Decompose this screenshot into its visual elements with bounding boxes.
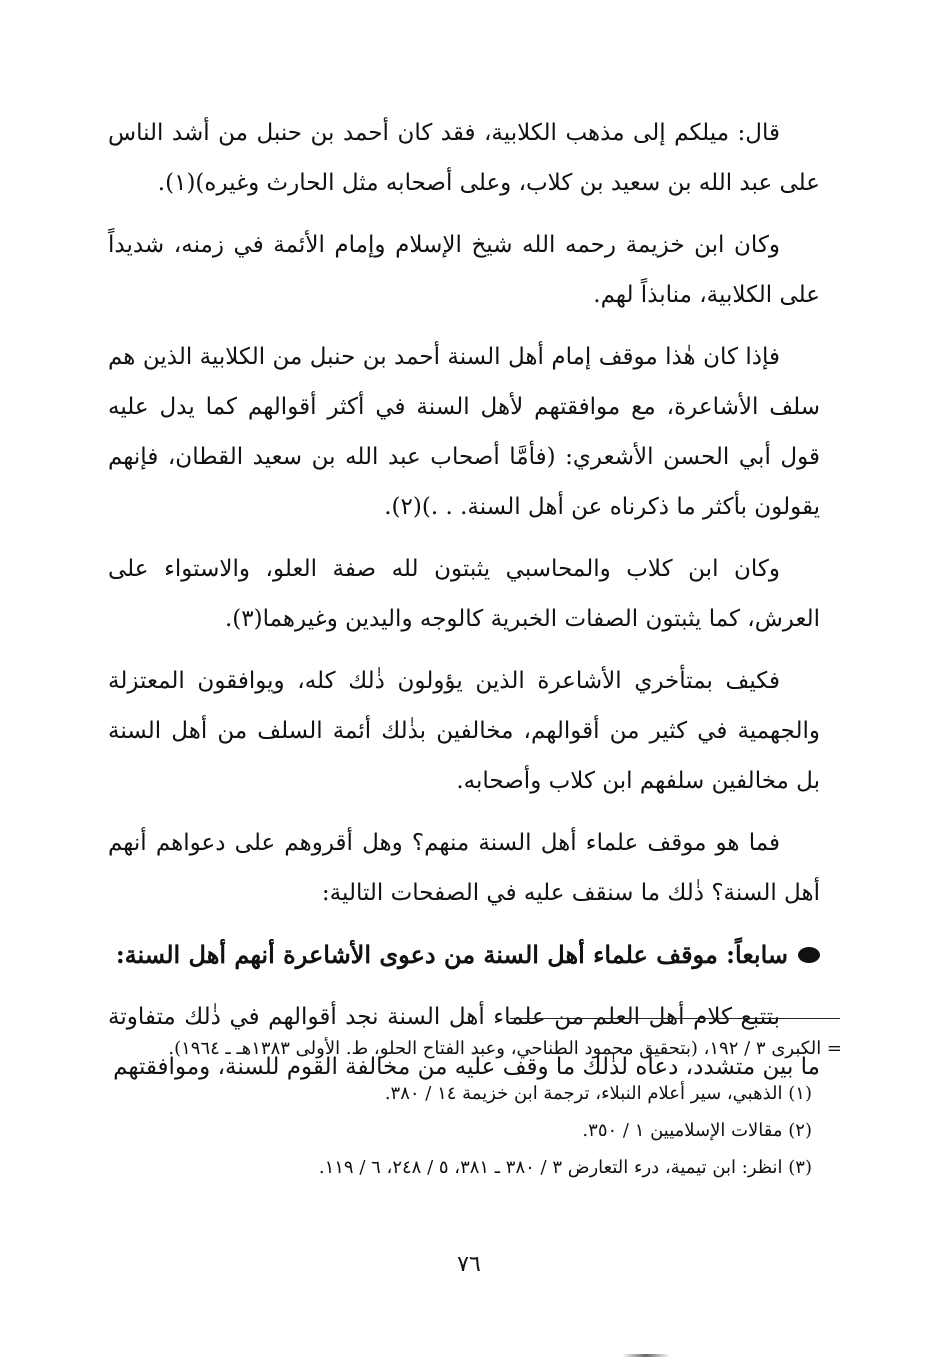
page-number: ٧٦ xyxy=(457,1252,481,1277)
paragraph-6: فما هو موقف علماء أهل السنة منهم؟ وهل أقروهم على دعواهم أنهم أهل السنة؟ ذٰلك ما سنقف عليه في الصفحات التالية: xyxy=(108,830,820,906)
footnotes xyxy=(82,1030,842,1186)
footnote-continuation: = الكبرى ٣ / ١٩٢، (بتحقيق محمود الطناحي، وعبد الفتاح الحلو، ط. الأولى ١٣٨٣هـ ـ ١٩٦٤). xyxy=(168,1038,842,1059)
section-heading xyxy=(108,930,820,980)
scan-artifact xyxy=(622,1354,670,1357)
paragraph-1: قال: ميلكم إلى مذهب الكلابية، فقد كان أحمد بن حنبل من أشد الناس على عبد الله بن سعيد بن كلاب، وعلى أصحابه مثل الحارث وغيره)(١). xyxy=(108,120,820,196)
footnote-list xyxy=(82,1075,842,1186)
paragraph-5: فكيف بمتأخري الأشاعرة الذين يؤولون ذٰلك كله، ويوافقون المعتزلة والجهمية في كثير من أقوالهم، مخالفين بذٰلك أئمة السلف من أهل السنة بل مخالفين سلفهم ابن كلاب وأصحابه. xyxy=(108,668,820,794)
footnote-separator xyxy=(510,1018,840,1019)
bullet-icon xyxy=(798,947,820,963)
footnote-3: (٣) انظر: ابن تيمية، درء التعارض ٣ / ٣٨٠ ـ ٣٨١، ٥ / ٢٤٨، ٦ / ١١٩. xyxy=(318,1157,812,1178)
footnote-2: (٢) مقالات الإسلاميين ١ / ٣٥٠. xyxy=(582,1120,812,1141)
paragraph-3: فإذا كان هٰذا موقف إمام أهل السنة أحمد بن حنبل من الكلابية الذين هم سلف الأشاعرة، مع موافقتهم لأهل السنة في أكثر أقوالهم كما يدل عليه قول أبي الحسن الأشعري: (فأمَّا أصحاب عبد الله بن سعيد القطان، فإنهم يقولون بأكثر ما ذكرناه عن أهل السنة. . .)(٢). xyxy=(108,344,821,520)
closing-paragraph: بتتبع كلام أهل العلم من علماء أهل السنة نجد أقوالهم في ذٰلك متفاوتة ما بين متشدد، دعاه لذٰلك ما وقف عليه من مخالفة القوم للسنة، وموافقتهم xyxy=(108,1004,820,1080)
main-text xyxy=(108,108,820,1104)
section-heading-text: سابعاً: موقف علماء أهل السنة من دعوى الأشاعرة أنهم أهل السنة: xyxy=(115,940,788,969)
paragraph-4: وكان ابن كلاب والمحاسبي يثبتون لله صفة العلو، والاستواء على العرش، كما يثبتون الصفات الخبرية كالوجه واليدين وغيرهما(٣). xyxy=(108,556,820,632)
paragraph-2: وكان ابن خزيمة رحمه الله شيخ الإسلام وإمام الأئمة في زمنه، شديداً على الكلابية، منابذاً لهم. xyxy=(108,232,820,308)
footnote-1: (١) الذهبي، سير أعلام النبلاء، ترجمة ابن خزيمة ١٤ / ٣٨٠. xyxy=(384,1083,812,1104)
